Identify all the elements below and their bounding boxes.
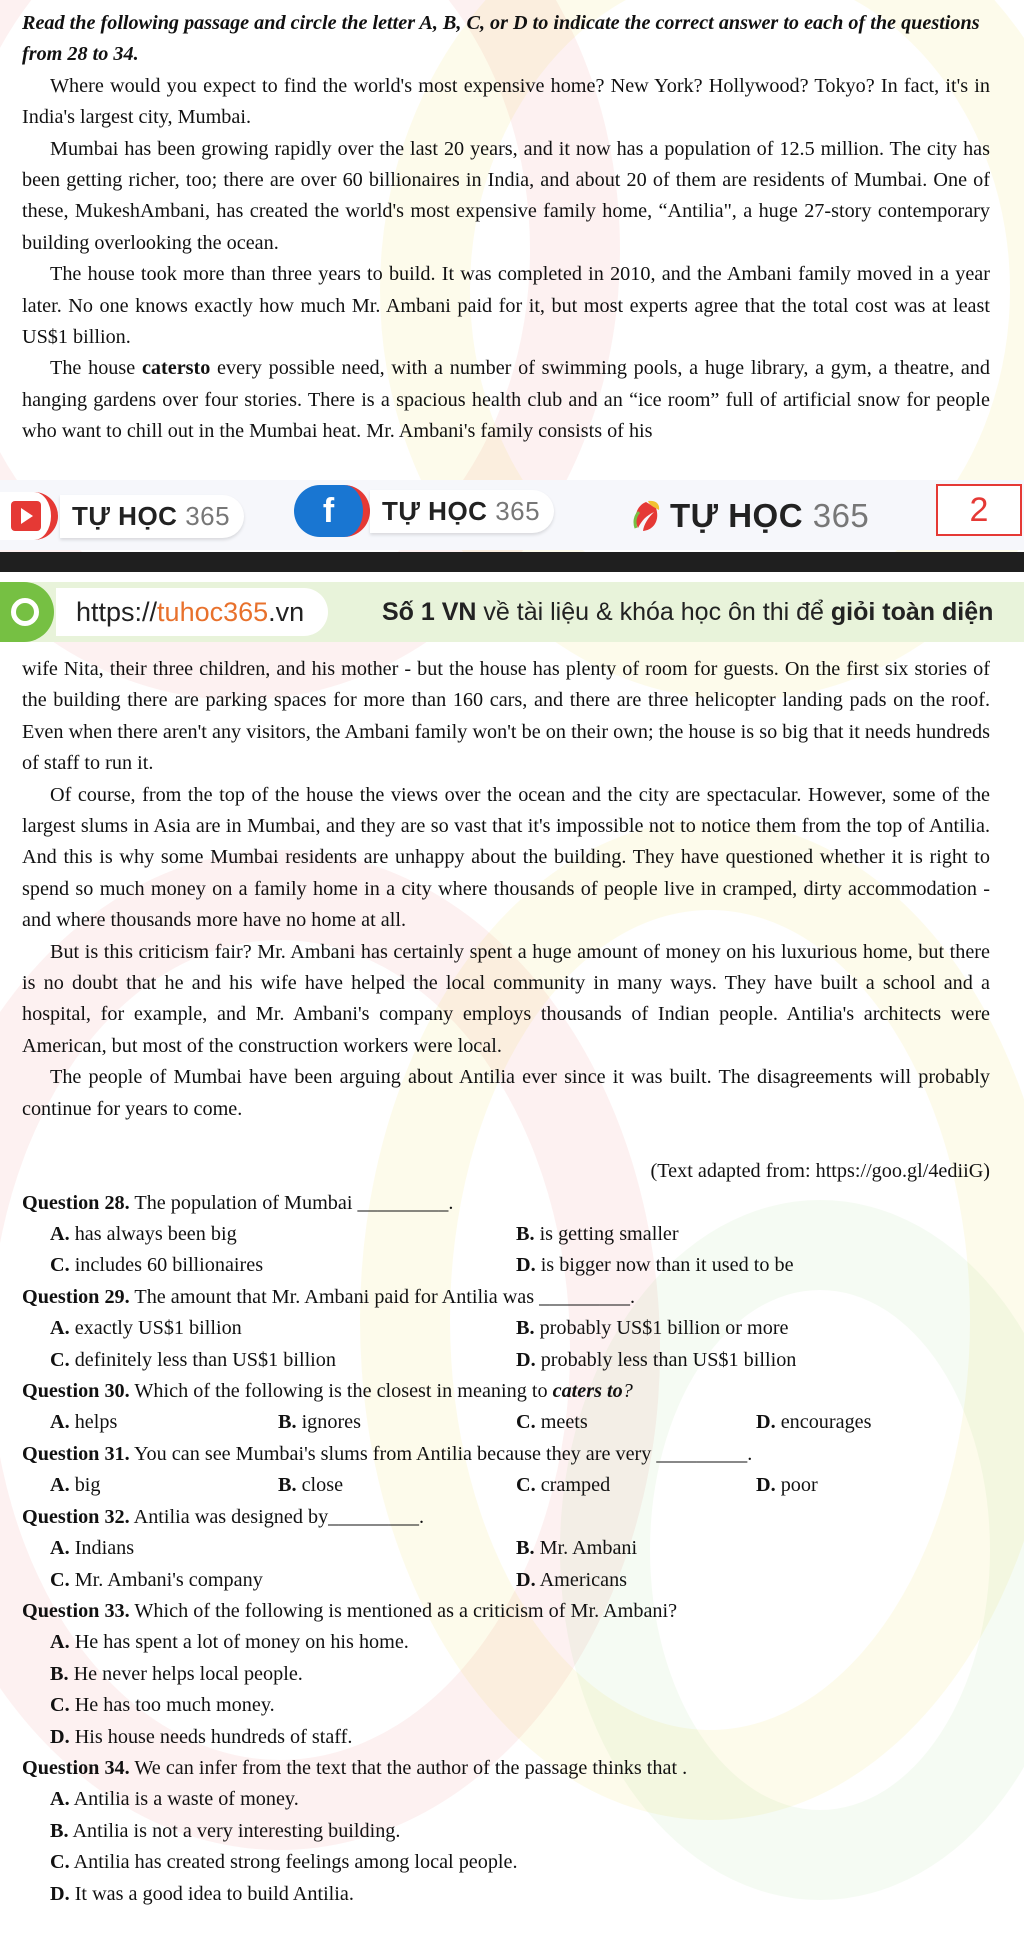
question-29: Question 29. The amount that Mr. Ambani paid for Antilia was _________.	[22, 1286, 636, 1308]
option-a[interactable]: A. has always been big	[50, 1223, 237, 1245]
option-d[interactable]: D. Americans	[516, 1569, 628, 1591]
paragraph: Mumbai has been growing rapidly over the last 20 years, and it now has a population of 12.5 million. The city has been getting richer, too; there are over 60 billionaires in India, and about 20 of them are residents of Mumbai. One of these, MukeshAmbani, has created the world's most expensive family home, “Antilia", a huge 27-story contemporary building overlooking the ocean.	[22, 137, 990, 254]
option-b[interactable]: B. Antilia is not a very interesting building.	[50, 1820, 401, 1842]
option-a[interactable]: A. helps	[50, 1411, 118, 1433]
option-d[interactable]: D. is bigger now than it used to be	[516, 1254, 794, 1276]
brand-bar	[0, 480, 1024, 550]
brand-name: TỰ HỌC 365	[72, 500, 231, 531]
brand-name: TỰ HỌC 365	[670, 497, 870, 534]
option-b[interactable]: B. ignores	[278, 1411, 361, 1433]
paragraph	[22, 353, 990, 447]
divider-bar	[0, 552, 1024, 572]
option-a[interactable]: A. Indians	[50, 1537, 135, 1559]
passage-bottom	[22, 654, 990, 1125]
passage-top	[22, 8, 990, 448]
option-d[interactable]: D. poor	[756, 1474, 818, 1496]
question-32: Question 32. Antilia was designed by_________.	[22, 1506, 425, 1528]
paragraph-text: every possible need, with a number of swimming pools, a huge library, a gym, a theatre, and hanging gardens over four stories. There is a spacious health club and an “ice room” full of artificial snow for people who want to chill out in the Mumbai heat. Mr. Ambani's family consists of his	[22, 357, 990, 443]
page-number: 2	[936, 484, 1022, 536]
option-b[interactable]: B. is getting smaller	[516, 1223, 679, 1245]
option-c[interactable]: C. meets	[516, 1411, 588, 1433]
paragraph: But is this criticism fair? Mr. Ambani has certainly spent a huge amount of money on his luxurious home, but there is no doubt that he and his wife have helped the local community in many ways. They have built a school and a hospital, for example, and Mr. Ambani's company employs thousands of Indian people. Antilia's architects were American, but most of the construction workers were local.	[22, 940, 990, 1057]
url-text: https://	[76, 596, 158, 627]
url-text: tuhoc365	[157, 596, 269, 627]
option-b[interactable]: B. He never helps local people.	[50, 1663, 303, 1685]
divider-bar	[0, 572, 1024, 582]
search-icon[interactable]	[0, 582, 54, 642]
paragraph: Of course, from the top of the house the views over the ocean and the city are spectacular. However, some of the largest slums in Asia are in Mumbai, and they are so vast that it's impossible not to notice them from the top of Antilia. And this is why some Mumbai residents are unhappy about the building. They have questioned whether it is right to spend so much money on a family home in a city where thousands of people live in cramped, dirty accommodation - and where thousands more have no home at all.	[22, 783, 990, 932]
option-c[interactable]: C. He has too much money.	[50, 1694, 275, 1716]
paragraph: The house took more than three years to build. It was completed in 2010, and the Ambani family moved in a year later. No one knows exactly how much Mr. Ambani paid for it, but most experts agree that the total cost was at least US$1 billion.	[22, 263, 990, 349]
option-b[interactable]: B. probably US$1 billion or more	[516, 1317, 789, 1339]
option-d[interactable]: D. probably less than US$1 billion	[516, 1349, 797, 1371]
url-text: .vn	[268, 596, 305, 627]
question-31: Question 31. You can see Mumbai's slums from Antilia because they are very _________.	[22, 1443, 753, 1465]
option-d[interactable]: D. It was a good idea to build Antilia.	[50, 1883, 354, 1905]
source-citation: (Text adapted from: https://goo.gl/4ediiG)	[650, 1160, 990, 1182]
url-bar	[0, 582, 1024, 642]
paragraph: wife Nita, their three children, and his mother - but the house has plenty of room for guests. On the first six stories of the building there are parking spaces for more than 160 cars, and there are three helicopter landing pads on the roof. Even when there aren't any visitors, the Ambani family won't be on their own; the house is so big that it needs hundreds of staff to run it.	[22, 658, 990, 775]
option-c[interactable]: C. includes 60 billionaires	[50, 1254, 264, 1276]
question-33: Question 33. Which of the following is mentioned as a criticism of Mr. Ambani?	[22, 1600, 678, 1622]
leaf-logo-icon	[628, 498, 664, 534]
question-28: Question 28. The population of Mumbai _________.	[22, 1192, 454, 1214]
paragraph: The people of Mumbai have been arguing about Antilia ever since it was built. The disagreements will probably continue for years to come.	[22, 1066, 990, 1120]
question-30: Question 30. Which of the following is the closest in meaning to caters to?	[22, 1380, 633, 1402]
option-c[interactable]: C. Mr. Ambani's company	[50, 1569, 263, 1591]
tuhoc-brand[interactable]	[628, 494, 869, 538]
tagline: Số 1 VN về tài liệu & khóa học ôn thi để giỏi toàn diện	[382, 598, 994, 626]
option-d[interactable]: D. His house needs hundreds of staff.	[50, 1726, 353, 1748]
brand-name: TỰ HỌC 365	[382, 495, 541, 526]
youtube-icon	[0, 492, 58, 540]
bold-phrase: catersto	[141, 357, 211, 380]
paragraph-text: The house	[50, 357, 142, 380]
facebook-brand[interactable]	[294, 489, 554, 533]
option-a[interactable]: A. exactly US$1 billion	[50, 1317, 242, 1339]
question-34: Question 34. We can infer from the text that the author of the passage thinks that .	[22, 1757, 688, 1779]
website-link[interactable]	[56, 588, 328, 636]
option-a[interactable]: A. He has spent a lot of money on his home.	[50, 1631, 409, 1653]
paragraph: Where would you expect to find the world's most expensive home? New York? Hollywood? Tokyo? In fact, it's in India's largest city, Mumbai.	[22, 74, 990, 129]
option-c[interactable]: C. cramped	[516, 1474, 611, 1496]
option-a[interactable]: A. Antilia is a waste of money.	[50, 1788, 299, 1810]
facebook-icon: f	[294, 485, 370, 537]
option-c[interactable]: C. definitely less than US$1 billion	[50, 1349, 336, 1371]
option-c[interactable]: C. Antilia has created strong feelings among local people.	[50, 1851, 518, 1873]
youtube-brand[interactable]	[0, 494, 244, 538]
option-a[interactable]: A. big	[50, 1474, 101, 1496]
instruction: Read the following passage and circle the letter A, B, C, or D to indicate the correct answer to each of the questions from 28 to 34.	[22, 12, 980, 66]
option-b[interactable]: B. close	[278, 1474, 344, 1496]
option-b[interactable]: B. Mr. Ambani	[516, 1537, 638, 1559]
option-d[interactable]: D. encourages	[756, 1411, 872, 1433]
